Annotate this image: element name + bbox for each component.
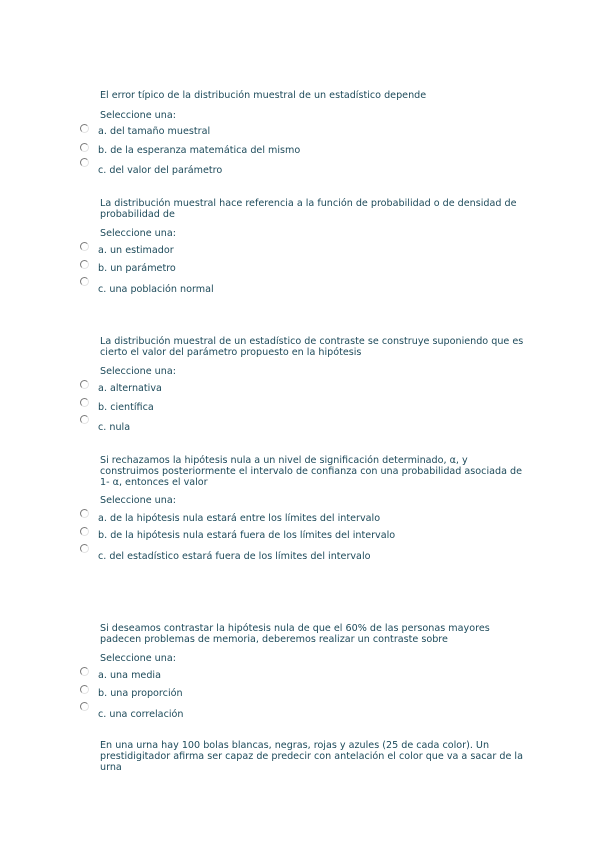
radio-button[interactable] <box>80 509 89 518</box>
question-text: Si rechazamos la hipótesis nula a un nivel de significación determinado, α, y construimos posteriormente el intervalo de confianza con una probabilidad asociada de 1- α, entonces el valor <box>100 455 526 488</box>
option-label[interactable]: b. una proporción <box>98 688 183 699</box>
option-b[interactable] <box>0 258 599 272</box>
option-label[interactable]: c. del estadístico estará fuera de los límites del intervalo <box>98 551 371 562</box>
select-one-label: Seleccione una: <box>100 228 176 239</box>
radio-button[interactable] <box>80 702 89 711</box>
radio-button[interactable] <box>80 124 89 133</box>
option-label[interactable]: c. una población normal <box>98 284 214 295</box>
option-label[interactable]: c. del valor del parámetro <box>98 165 223 176</box>
option-c[interactable] <box>0 276 599 295</box>
radio-button[interactable] <box>80 143 89 152</box>
option-a[interactable] <box>0 240 599 254</box>
radio-button[interactable] <box>80 415 89 424</box>
select-one-label: Seleccione una: <box>100 110 176 121</box>
question-text: En una urna hay 100 bolas blancas, negras, rojas y azules (25 de cada color). Un prestidigitador afirma ser capaz de predecir con antelación el color que va a sacar de la urna <box>100 740 527 773</box>
question-text: La distribución muestral hace referencia a la función de probabilidad o de densidad de probabilidad de <box>100 198 520 220</box>
question-text: El error típico de la distribución muestral de un estadístico depende <box>100 90 427 101</box>
question-text: La distribución muestral de un estadístico de contraste se construye suponiendo que es cierto el valor del parámetro propuesto en la hipótesis <box>100 336 527 358</box>
radio-button[interactable] <box>80 242 89 251</box>
radio-button[interactable] <box>80 277 89 286</box>
option-label[interactable]: b. un parámetro <box>98 263 176 274</box>
option-c[interactable] <box>0 413 599 433</box>
radio-button[interactable] <box>80 260 89 269</box>
option-label[interactable]: a. un estimador <box>98 245 174 256</box>
radio-button[interactable] <box>80 527 89 536</box>
option-b[interactable] <box>0 141 599 155</box>
option-label[interactable]: a. una media <box>98 670 161 681</box>
radio-button[interactable] <box>80 398 89 407</box>
option-a[interactable] <box>0 507 599 524</box>
option-label[interactable]: b. de la esperanza matemática del mismo <box>98 145 301 156</box>
option-a[interactable] <box>0 665 599 679</box>
option-c[interactable] <box>0 701 599 720</box>
option-a[interactable] <box>0 122 599 136</box>
option-b[interactable] <box>0 525 599 539</box>
select-one-label: Seleccione una: <box>100 366 176 377</box>
question-text: Si deseamos contrastar la hipótesis nula de que el 60% de las personas mayores padecen problemas de memoria, deberemos realizar un contraste sobre <box>100 623 493 645</box>
option-label[interactable]: c. una correlación <box>98 709 184 720</box>
radio-button[interactable] <box>80 667 89 676</box>
option-label[interactable]: b. científica <box>98 402 154 413</box>
option-label[interactable]: c. nula <box>98 422 131 433</box>
select-one-label: Seleccione una: <box>100 495 176 506</box>
radio-button[interactable] <box>80 544 89 553</box>
radio-button[interactable] <box>80 685 89 694</box>
option-b[interactable] <box>0 683 599 697</box>
option-b[interactable] <box>0 396 599 413</box>
radio-button[interactable] <box>80 158 89 167</box>
option-c[interactable] <box>0 158 599 176</box>
radio-button[interactable] <box>80 380 89 389</box>
option-label[interactable]: a. alternativa <box>98 383 162 394</box>
option-label[interactable]: a. del tamaño muestral <box>98 126 211 137</box>
option-label[interactable]: a. de la hipótesis nula estará entre los límites del intervalo <box>98 513 381 524</box>
option-c[interactable] <box>0 543 599 562</box>
option-label[interactable]: b. de la hipótesis nula estará fuera de los límites del intervalo <box>98 530 396 541</box>
select-one-label: Seleccione una: <box>100 653 176 664</box>
option-a[interactable] <box>0 378 599 392</box>
